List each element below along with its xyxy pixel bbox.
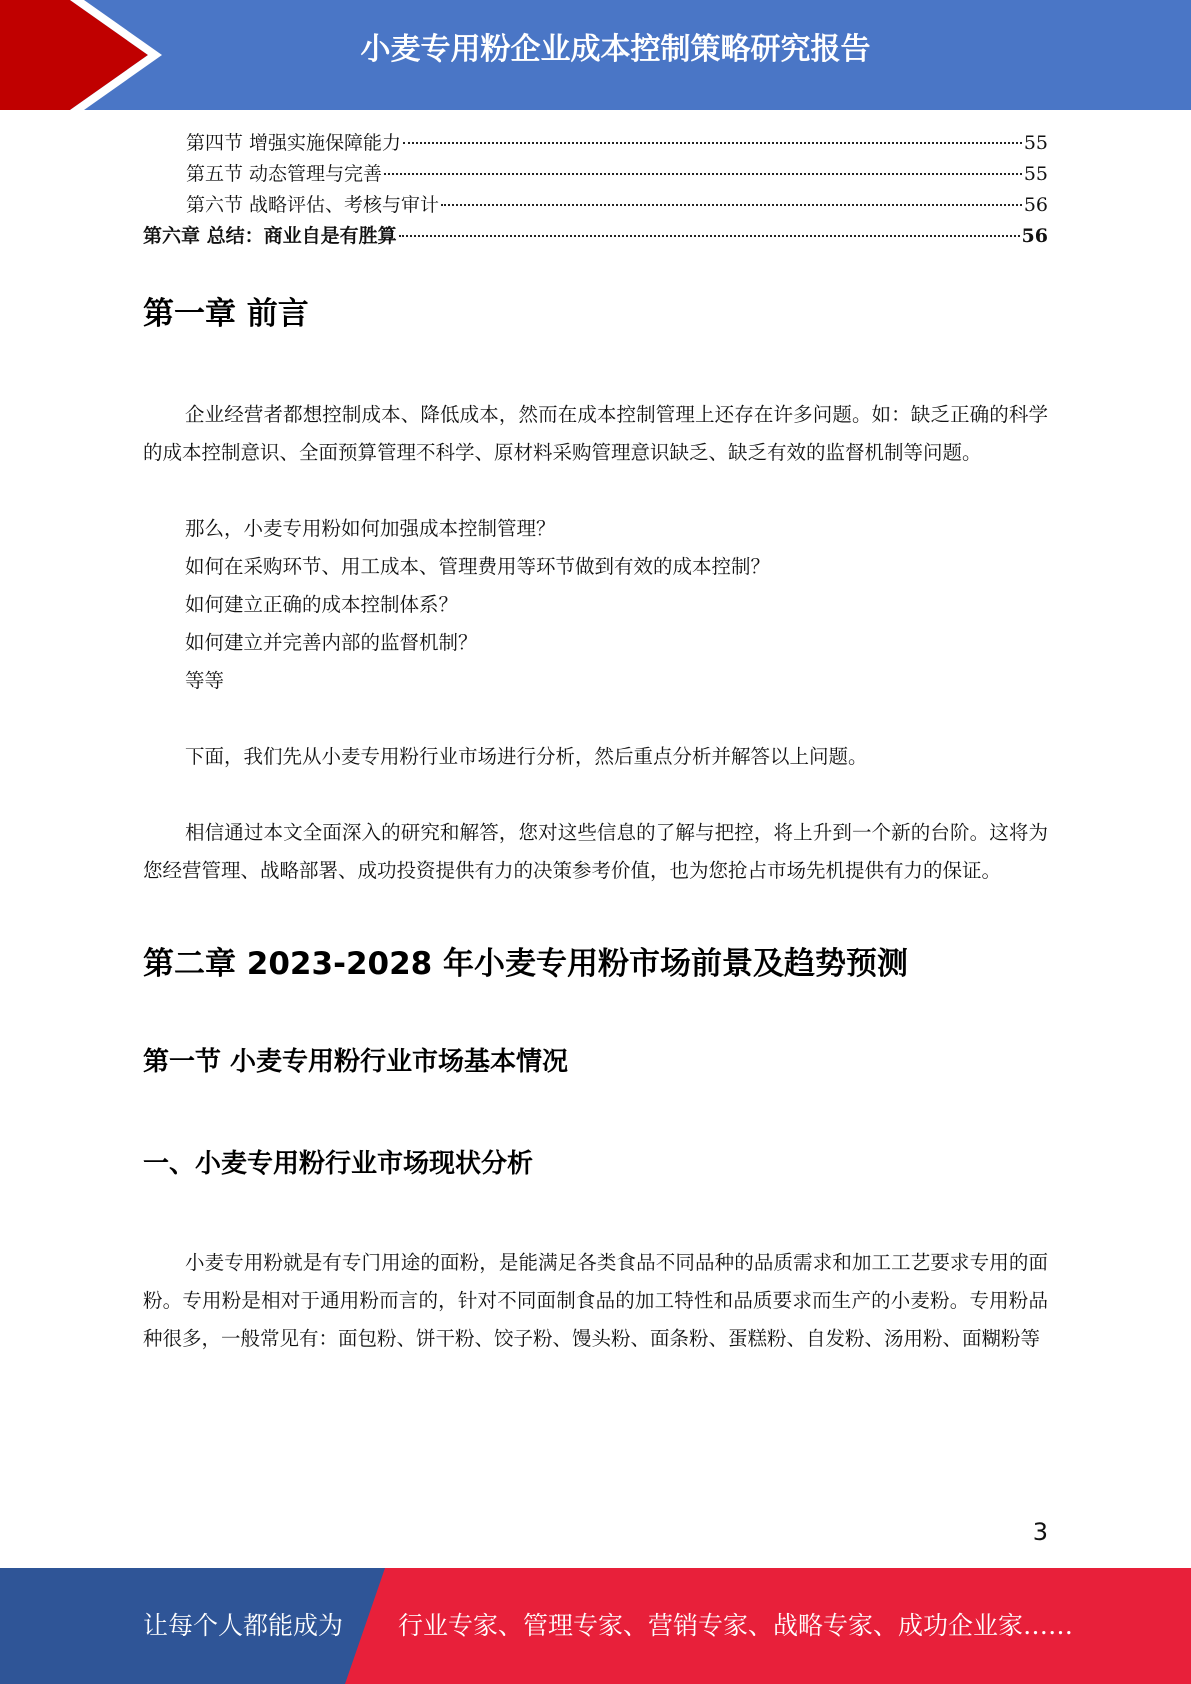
chapter-heading: 第二章 2023-2028 年小麦专用粉市场前景及趋势预测 [143,946,909,982]
question-line: 那么，小麦专用粉如何加强成本控制管理？ [185,517,556,540]
document-body [143,290,1048,1358]
paragraph: 小麦专用粉就是有专门用途的面粉，是能满足各类食品不同品种的品质需求和加工工艺要求专用的面粉。专用粉是相对于通用粉而言的，针对不同面制食品的加工特性和品质要求而生产的小麦粉。专用粉品种很多，一般常见有：面包粉、饼干粉、饺子粉、馒头粉、面条粉、蛋糕粉、自发粉、汤用粉、面糊粉等 [143,1251,1048,1350]
toc-entry[interactable] [143,221,1048,252]
paragraph: 企业经营者都想控制成本、降低成本，然而在成本控制管理上还存在许多问题。如：缺乏正确的科学的成本控制意识、全面预算管理不科学、原材料采购管理意识缺乏、缺乏有效的监督机制等问题。 [143,403,1048,464]
question-line: 如何建立正确的成本控制体系？ [185,593,459,616]
page-number: 3 [1032,1518,1048,1546]
toc-entry-label: 第六章 总结：商业自是有胜算 [143,225,397,247]
document-title: 小麦专用粉企业成本控制策略研究报告 [360,32,871,67]
toc-leader-dots [403,142,1022,144]
toc-entry[interactable] [143,128,1048,159]
subsection-heading: 一、小麦专用粉行业市场现状分析 [143,1149,534,1179]
section-heading: 第一节 小麦专用粉行业市场基本情况 [143,1047,569,1077]
paragraph: 下面，我们先从小麦专用粉行业市场进行分析，然后重点分析并解答以上问题。 [185,745,868,768]
question-line: 等等 [185,669,225,692]
question-line: 如何建立并完善内部的监督机制？ [185,631,478,654]
toc-entry-label: 第五节 动态管理与完善 [186,163,383,185]
toc-entry-page: 56 [1023,194,1048,216]
toc-entry-page: 55 [1023,163,1048,185]
question-line: 如何在采购环节、用工成本、管理费用等环节做到有效的成本控制？ [185,555,771,578]
toc-entry-page: 56 [1021,225,1048,247]
table-of-contents [143,128,1048,252]
toc-entry[interactable] [143,159,1048,190]
toc-leader-dots [399,235,1020,237]
toc-entry-label: 第四节 增强实施保障能力 [186,132,402,154]
footer-banner [0,1568,1191,1684]
paragraph: 相信通过本文全面深入的研究和解答，您对这些信息的了解与把控，将上升到一个新的台阶。这将为您经营管理、战略部署、成功投资提供有力的决策参考价值，也为您抢占市场先机提供有力的保证。 [143,821,1048,882]
header-banner [0,0,1191,110]
chapter-heading: 第一章 前言 [143,296,309,332]
toc-leader-dots [384,173,1022,175]
toc-entry[interactable] [143,190,1048,221]
toc-leader-dots [441,204,1022,206]
footer-slogan-left: 让每个人都能成为 [143,1611,344,1640]
toc-entry-label: 第六节 战略评估、考核与审计 [186,194,440,216]
toc-entry-page: 55 [1023,132,1048,154]
footer-slogan-right: 行业专家、管理专家、营销专家、战略专家、成功企业家…… [398,1611,1074,1640]
